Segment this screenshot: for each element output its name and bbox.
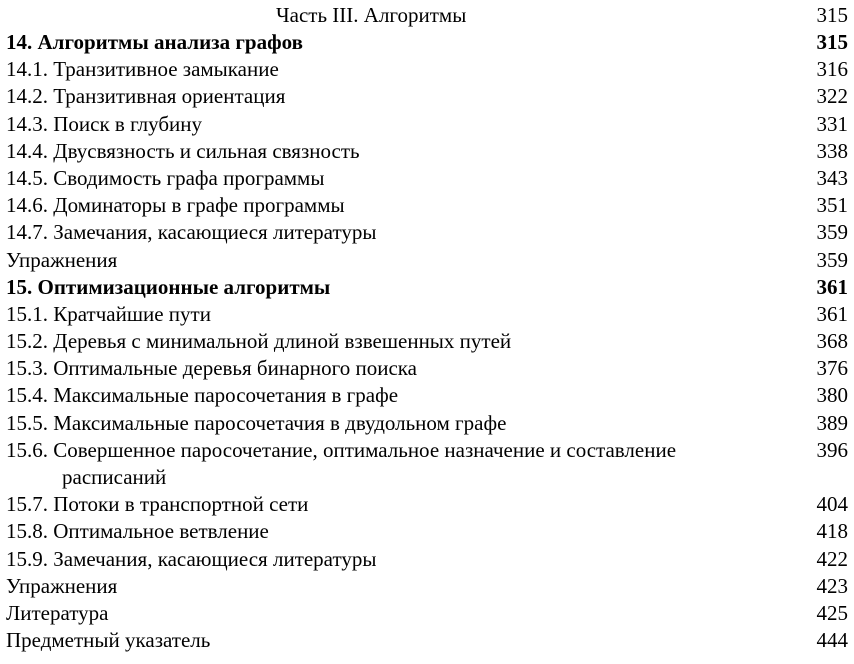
toc-entry-title: 15.6. Совершенное паросочетание, оптимальное назначение и составление расписаний	[6, 437, 677, 490]
toc-entry-page: 315	[816, 30, 848, 54]
toc-entry-chapter-15[interactable]	[6, 274, 848, 301]
toc-entry-title: 15. Оптимизационные алгоритмы	[6, 274, 331, 299]
toc-entry-page: 404	[816, 492, 848, 517]
toc-entry[interactable]	[6, 111, 848, 138]
toc-entry-page: 359	[816, 247, 848, 272]
toc-entry[interactable]	[6, 491, 848, 518]
toc-entry[interactable]	[6, 546, 848, 573]
toc-entry-title: 14.3. Поиск в глубину	[6, 111, 203, 136]
toc-entry-title: 15.1. Кратчайшие пути	[6, 301, 211, 326]
toc-entry-exercises[interactable]	[6, 573, 848, 600]
toc-entry[interactable]	[6, 219, 848, 246]
toc-entry[interactable]	[6, 382, 848, 409]
toc-entry[interactable]	[6, 301, 848, 328]
toc-entry-title: 14. Алгоритмы анализа графов	[6, 30, 303, 54]
toc-entry[interactable]	[6, 328, 848, 355]
toc-entry-title: 15.4. Максимальные паросочетания в графе	[6, 383, 399, 408]
toc-entry-page: 351	[816, 193, 848, 218]
toc-entry[interactable]	[6, 83, 848, 110]
toc-entry-page: 361	[816, 301, 848, 326]
part-page-number: 315	[816, 3, 848, 27]
toc-entry-title: 14.4. Двусвязность и сильная связность	[6, 138, 360, 163]
toc-entry[interactable]	[6, 410, 848, 437]
toc-entry[interactable]	[6, 56, 848, 83]
toc-entry-title: 14.5. Сводимость графа программы	[6, 165, 325, 190]
toc-entry-title: 14.6. Доминаторы в графе программы	[6, 193, 345, 218]
toc-entry-page: 422	[816, 546, 848, 571]
toc-entry-page: 338	[816, 138, 848, 163]
toc-entry[interactable]	[6, 355, 848, 382]
toc-entry-page: 418	[816, 519, 848, 544]
toc-entry-page: 425	[816, 600, 848, 625]
toc-entry[interactable]	[6, 138, 848, 165]
toc-entry-index[interactable]	[6, 627, 848, 654]
toc-entry-page: 316	[816, 57, 848, 82]
toc-entry-exercises[interactable]	[6, 247, 848, 274]
toc-entry-title: 14.2. Транзитивная ориентация	[6, 84, 286, 109]
part-heading	[6, 2, 848, 29]
toc-entry-title: 14.1. Транзитивное замыкание	[6, 57, 279, 82]
toc-entry-page: 389	[816, 410, 848, 435]
toc-entry-title: 15.8. Оптимальное ветвление	[6, 519, 269, 544]
toc-entry-title: Литература	[6, 600, 109, 625]
toc-entry-references[interactable]	[6, 600, 848, 627]
toc-entry-page: 368	[816, 329, 848, 354]
toc-entry-page: 423	[816, 573, 848, 598]
toc-entry-page: 331	[816, 111, 848, 136]
toc-entry-page: 380	[816, 383, 848, 408]
toc-entry-chapter-14[interactable]	[6, 29, 848, 56]
toc-entry-title: 14.7. Замечания, касающиеся литературы	[6, 220, 377, 245]
toc-entry-title: Предметный указатель	[6, 628, 211, 653]
toc-entry-title: 15.2. Деревья с минимальной длиной взвешенных путей	[6, 329, 512, 354]
table-of-contents	[6, 2, 848, 654]
toc-entry-page: 343	[816, 165, 848, 190]
toc-entry-page: 361	[816, 274, 848, 299]
toc-entry[interactable]	[6, 192, 848, 219]
toc-entry-title: 15.5. Максимальные паросочетачия в двудольном графе	[6, 410, 507, 435]
toc-entry-wrapped[interactable]	[6, 437, 848, 491]
toc-entry-title: Упражнения	[6, 247, 118, 272]
toc-entry-page: 322	[816, 84, 848, 109]
toc-entry-page: 359	[816, 220, 848, 245]
toc-entry[interactable]	[6, 165, 848, 192]
part-title: Часть III. Алгоритмы	[276, 3, 467, 27]
toc-entry-title: Упражнения	[6, 573, 118, 598]
toc-entry-page: 444	[816, 628, 848, 653]
toc-entry-page: 376	[816, 356, 848, 381]
toc-entry-title: 15.7. Потоки в транспортной сети	[6, 492, 309, 517]
toc-entry-title: 15.3. Оптимальные деревья бинарного поиска	[6, 356, 417, 381]
toc-entry[interactable]	[6, 518, 848, 545]
toc-entry-page: 396	[816, 437, 848, 462]
toc-entry-title: 15.9. Замечания, касающиеся литературы	[6, 546, 377, 571]
